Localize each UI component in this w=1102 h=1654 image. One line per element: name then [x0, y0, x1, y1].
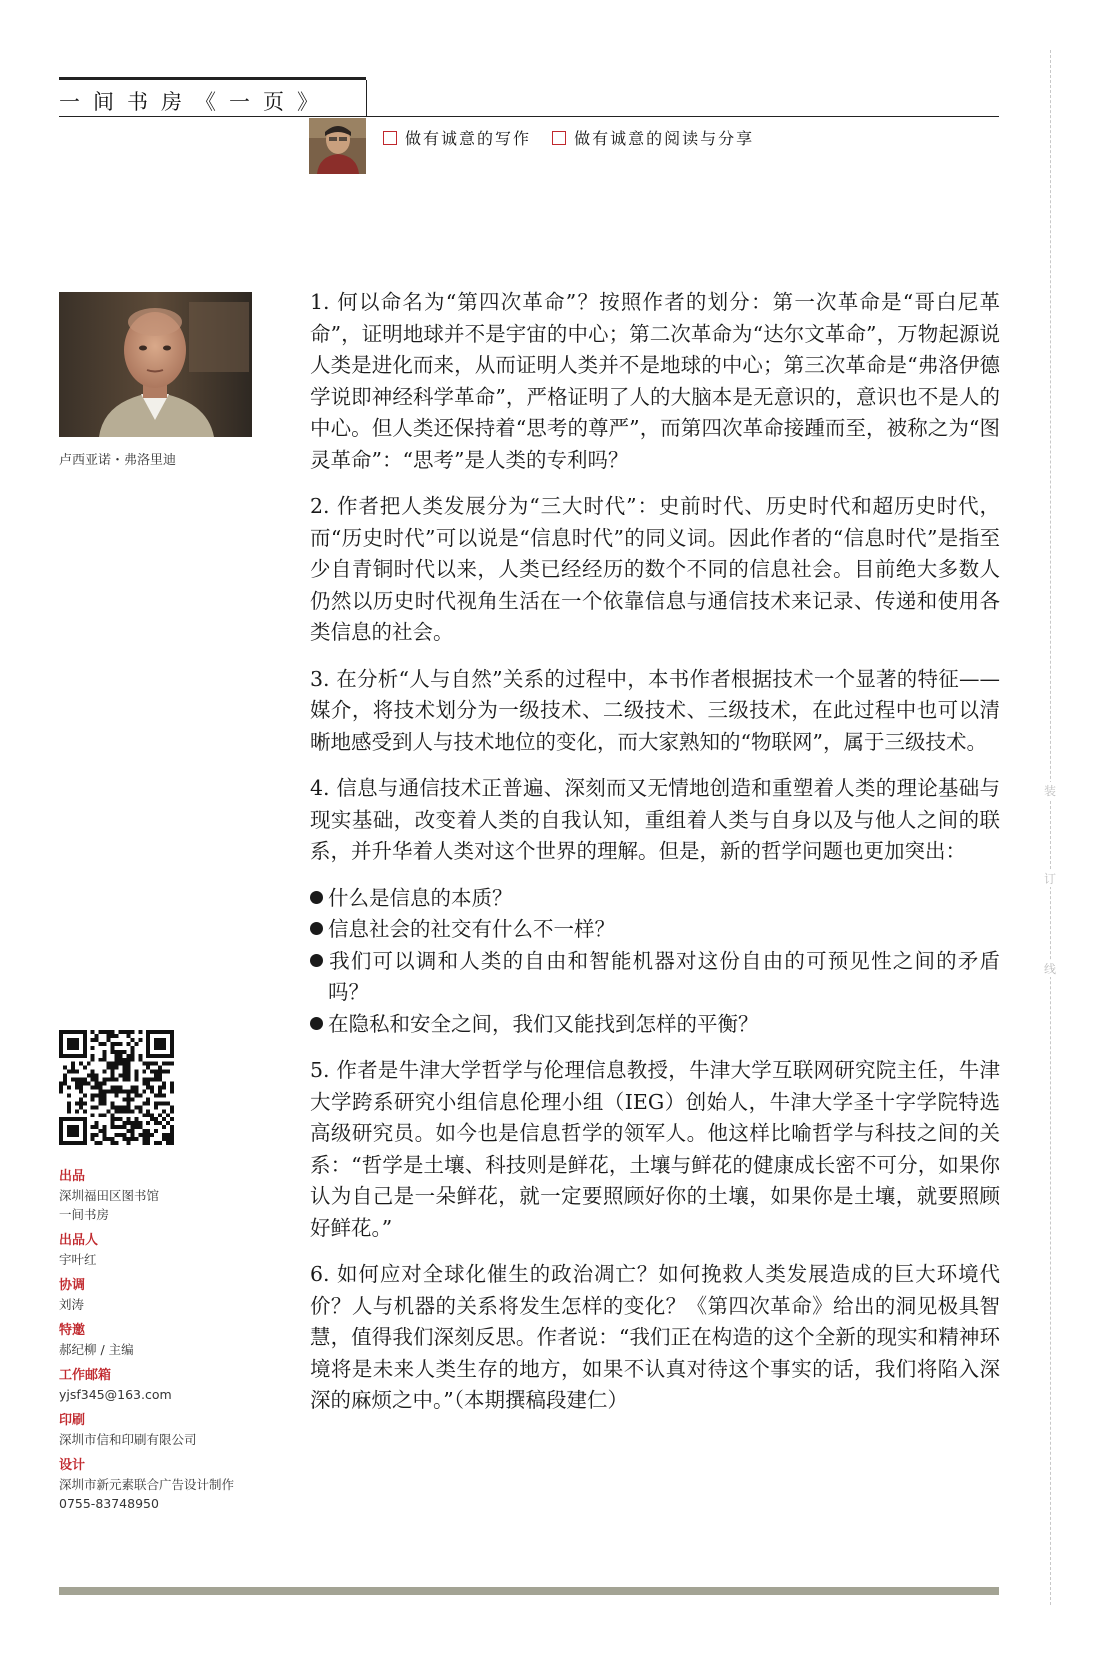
- author-avatar: [309, 118, 366, 174]
- qr-code: [59, 1030, 174, 1145]
- bullet-dot-icon: [310, 954, 323, 967]
- header-divider: [366, 80, 367, 116]
- credit-produce: 出品 深圳福田区图书馆 一间书房: [59, 1169, 160, 1222]
- article-body: [310, 287, 1000, 1432]
- paragraph-1: 1. 何以命名为“第四次革命”？按照作者的划分：第一次革命是“哥白尼革命”，证明地球并不是宇宙的中心；第二次革命为“达尔文革命”，万物起源说人类是进化而来，从而证明人类并不是地球的中心；第三次革命是“弗洛伊德学说即神经科学革命”，严格证明了人的大脑本是无意识的，意识也不是人的中心。但人类还保持着“思考的尊严”，而第四次革命接踵而至，被称之为“图灵革命”：“思考”是人类的专利吗？: [310, 290, 1000, 472]
- list-item: 什么是信息的本质？: [310, 883, 1000, 915]
- portrait-caption: 卢西亚诺・弗洛里迪: [59, 453, 177, 468]
- binding-char: 线: [1041, 960, 1059, 977]
- header-top-rule: [59, 77, 366, 80]
- email-text: yjsf345@163.com: [59, 1387, 172, 1402]
- footer-bar: [59, 1587, 999, 1595]
- binding-char: 订: [1041, 870, 1059, 887]
- header-mottos: [383, 126, 768, 149]
- question-list: [310, 883, 1000, 1041]
- checkbox-icon: [552, 131, 566, 145]
- credit-producer: 出品人 宇叶红: [59, 1233, 99, 1267]
- paragraph-3: 3. 在分析“人与自然”关系的过程中，本书作者根据技术一个显著的特征——媒介，将技术划分为一级技术、二级技术、三级技术，在此过程中也可以清晰地感受到人与技术地位的变化，而大家熟知的“物联网”，属于三级技术。: [310, 666, 1000, 754]
- checkbox-icon: [383, 131, 397, 145]
- paragraph-5: 5. 作者是牛津大学哲学与伦理信息教授，牛津大学互联网研究院主任，牛津大学跨系研究小组信息伦理小组（IEG）创始人，牛津大学圣十字学院特选高级研究员。如今也是信息哲学的领军人。他这样比喻哲学与科技之间的关系：“哲学是土壤、科技则是鲜花，土壤与鲜花的健康成长密不可分，如果你认为自己是一朵鲜花，就一定要照顾好你的土壤，如果你是土壤，就要照顾好鲜花。”: [310, 1058, 1000, 1240]
- list-item: 我们可以调和人类的自由和智能机器对这份自由的可预见性之间的矛盾吗？: [310, 946, 1000, 1009]
- credits: [59, 1168, 289, 1521]
- credit-coordination: 协调 刘涛: [59, 1278, 86, 1312]
- header-title: 一间书房《一页》: [59, 90, 331, 114]
- motto-reading: 做有诚意的阅读与分享: [552, 126, 754, 149]
- credit-email: 工作邮箱 yjsf345@163.com: [59, 1367, 289, 1404]
- binding-dashed-line: [1050, 50, 1051, 1605]
- credit-print: 印刷 深圳市信和印刷有限公司: [59, 1413, 197, 1447]
- list-item: 信息社会的社交有什么不一样？: [310, 914, 1000, 946]
- paragraph-4: 4. 信息与通信技术正普遍、深刻而又无情地创造和重塑着人类的理论基础与现实基础，改变着人类的自我认知，重组着人类与自身以及与他人之间的联系，并升华着人类对这个世界的理解。但是，新的哲学问题也更加突出：: [310, 776, 1000, 863]
- credit-guest: 特邀 郝纪柳 / 主编: [59, 1323, 134, 1357]
- binding-char: 装: [1041, 782, 1059, 799]
- list-item: 在隐私和安全之间，我们又能找到怎样的平衡？: [310, 1009, 1000, 1041]
- bullet-dot-icon: [310, 891, 323, 904]
- bullet-dot-icon: [310, 922, 323, 935]
- motto-writing: 做有诚意的写作: [383, 126, 531, 149]
- header-rule: [59, 116, 999, 117]
- paragraph-2: 2. 作者把人类发展分为“三大时代”：史前时代、历史时代和超历史时代，而“历史时代”可以说是“信息时代”的同义词。因此作者的“信息时代”是指至少自青铜时代以来，人类已经经历的数个不同的信息社会。目前绝大多数人仍然以历史时代视角生活在一个依靠信息与通信技术来记录、传递和使用各类信息的社会。: [310, 494, 1000, 644]
- bullet-dot-icon: [310, 1017, 323, 1030]
- credit-design: 设计 深圳市新元素联合广告设计制作 0755-83748950: [59, 1458, 235, 1511]
- portrait-photo: [59, 292, 252, 437]
- paragraph-6: 6. 如何应对全球化催生的政治凋亡？如何挽救人类发展造成的巨大环境代价？人与机器的关系将发生怎样的变化？《第四次革命》给出的洞见极具智慧，值得我们深刻反思。作者说：“我们正在构造的这个全新的现实和精神环境将是未来人类生存的地方，如果不认真对待这个事实的话，我们将陷入深深的麻烦之中。”（本期撰稿段建仁）: [310, 1262, 1000, 1412]
